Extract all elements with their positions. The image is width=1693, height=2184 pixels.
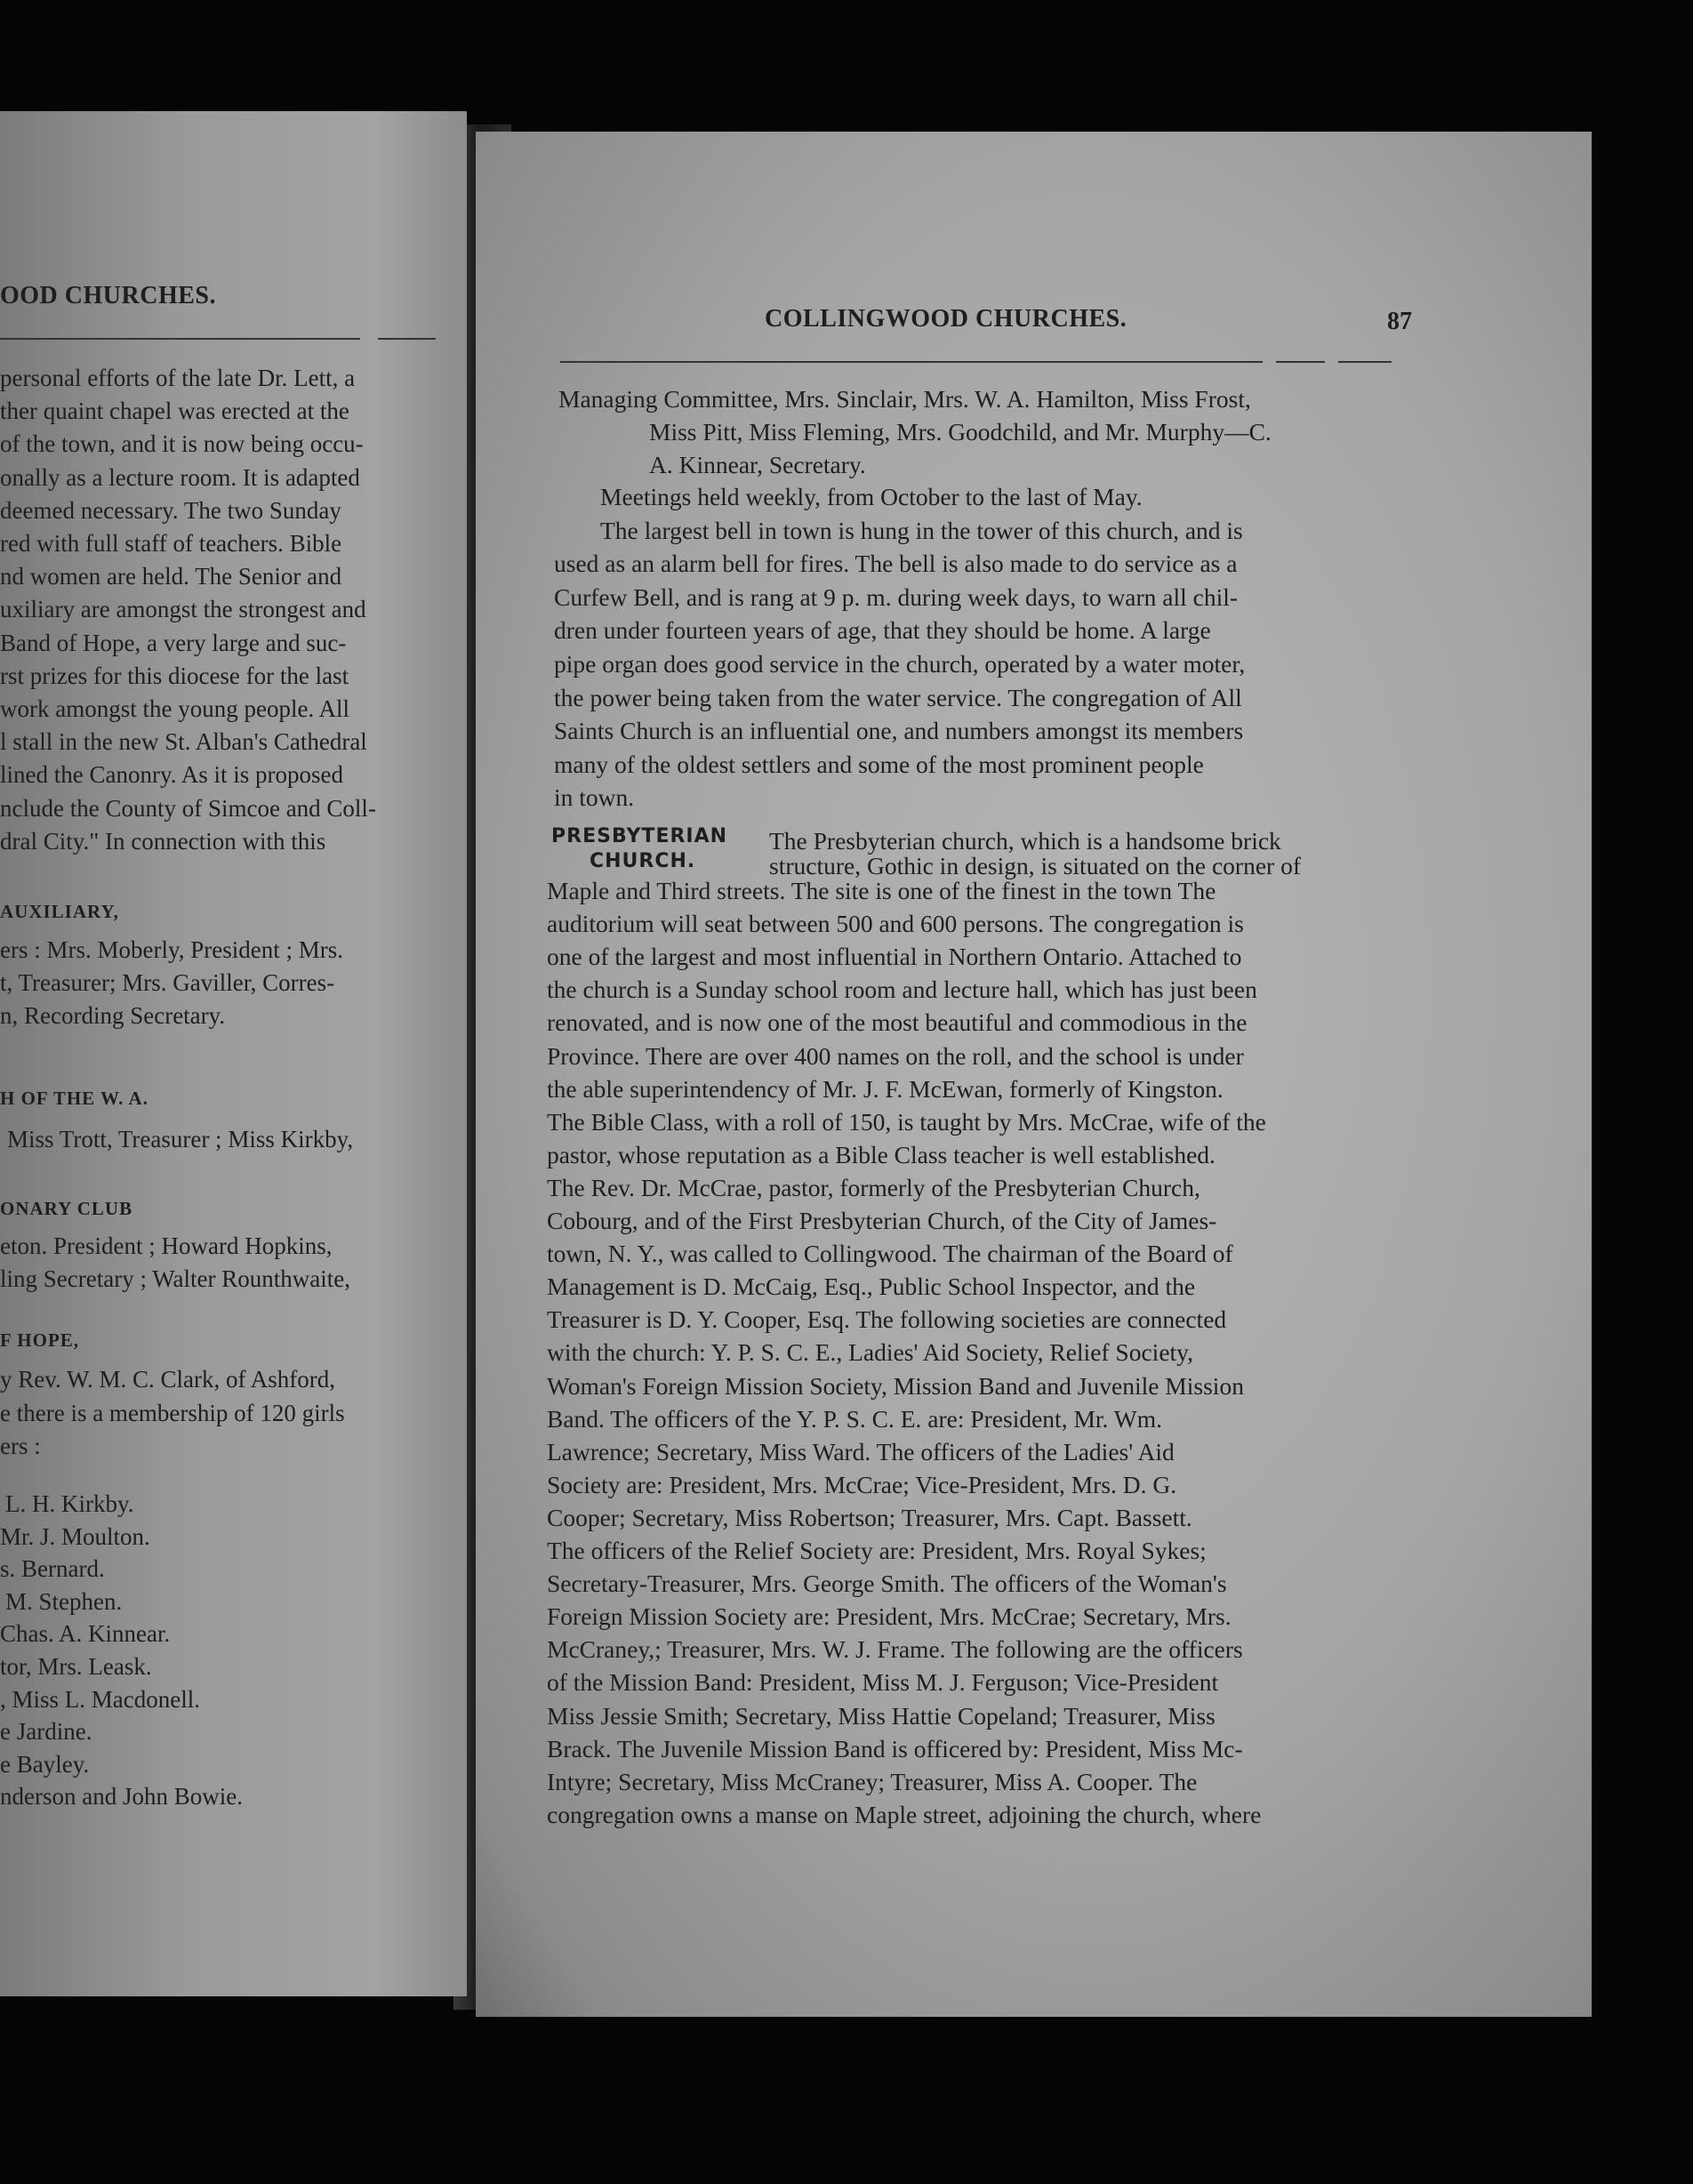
text-line: work amongst the young people. All [0,695,349,722]
right-header-rule [560,361,1263,363]
text-line: Province. There are over 400 names on the roll, and the school is under [547,1041,1244,1070]
text-line: Intyre; Secretary, Miss McCraney; Treasurer, Miss A. Cooper. The [547,1767,1198,1795]
text-line: of the Mission Band: President, Miss M. J. Ferguson; Vice-President [547,1668,1219,1697]
text-line: Chas. A. Kinnear. [0,1620,171,1648]
text-line: auditorium will seat between 500 and 600 persons. The congregation is [547,910,1244,938]
text-line: eton. President ; Howard Hopkins, [0,1233,333,1259]
text-line: L. H. Kirkby. [5,1490,134,1517]
text-line: Band. The officers of the Y. P. S. C. E. are: President, Mr. Wm. [547,1404,1163,1433]
text-line: ers : [0,1433,41,1459]
text-line: deemed necessary. The two Sunday [0,496,341,524]
text-line: renovated, and is now one of the most beautiful and commodious in the [547,1008,1248,1037]
missionary-club-heading: ONARY CLUB [0,1198,133,1219]
wa-heading: H OF THE W. A. [0,1088,148,1109]
left-header-rule-short [378,338,436,340]
text-line: n, Recording Secretary. [0,1002,226,1029]
text-line: the church is a Sunday school room and lecture hall, which has just been [547,976,1257,1004]
text-line: town, N. Y., was called to Collingwood. The chairman of the Board of [547,1240,1233,1268]
text-line: red with full staff of teachers. Bible [0,530,342,557]
text-line: A. Kinnear, Secretary. [649,451,866,478]
text-line: Miss Trott, Treasurer ; Miss Kirkby, [7,1126,354,1152]
text-line: in town. [554,783,635,812]
text-line: pastor, whose reputation as a Bible Class teacher is well established. [547,1140,1216,1168]
text-line: , Miss L. Macdonell. [0,1685,200,1713]
right-header-rule-end [1338,361,1392,363]
text-line: Management is D. McCaig, Esq., Public School Inspector, and the [547,1273,1196,1301]
band-of-hope-heading: F HOPE, [0,1329,80,1351]
text-line: used as an alarm bell for fires. The bell is also made to do service as a [554,550,1238,578]
text-line: ling Secretary ; Walter Rounthwaite, [0,1265,350,1292]
right-header-rule-mid [1276,361,1325,363]
text-line: tor, Mrs. Leask. [0,1653,152,1680]
page-number: 87 [1387,308,1412,335]
text-line: M. Stephen. [5,1587,123,1615]
text-line: uxiliary are amongst the strongest and [0,596,366,623]
text-line: congregation owns a manse on Maple street, adjoining the church, where [547,1800,1262,1828]
text-line: rst prizes for this diocese for the last [0,662,349,689]
text-line: onally as a lecture room. It is adapted [0,463,360,491]
text-line: with the church: Y. P. S. C. E., Ladies' Aid Society, Relief Society, [547,1338,1194,1367]
text-line: Maple and Third streets. The site is one of the finest in the town The [547,877,1216,904]
text-line: e Bayley. [0,1750,90,1778]
text-line: Cooper; Secretary, Miss Robertson; Treasurer, Mrs. Capt. Bassett. [547,1503,1192,1531]
text-line: The officers of the Relief Society are: President, Mrs. Royal Sykes; [547,1537,1207,1564]
text-line: Saints Church is an influential one, and numbers amongst its members [554,717,1244,745]
text-line: Meetings held weekly, from October to the last of May. [600,483,1143,510]
left-header-rule [0,338,360,340]
text-line: Managing Committee, Mrs. Sinclair, Mrs. W. A. Hamilton, Miss Frost, [558,385,1251,413]
text-line: e Jardine. [0,1718,92,1746]
text-line: s. Bernard. [0,1555,105,1583]
text-line: l stall in the new St. Alban's Cathedral [0,728,367,756]
text-line: pipe organ does good service in the church, operated by a water moter, [554,650,1246,678]
text-line: The Rev. Dr. McCrae, pastor, formerly of the Presbyterian Church, [547,1173,1200,1201]
text-line: nd women are held. The Senior and [0,563,342,590]
text-line: Band of Hope, a very large and suc- [0,629,347,656]
left-page [0,111,467,1996]
text-line: The largest bell in town is hung in the tower of this church, and is [600,516,1243,544]
presbyterian-side-heading-2: CHURCH. [590,850,696,872]
presbyterian-side-heading-1: PRESBYTERIAN [551,825,728,847]
text-line: structure, Gothic in design, is situated on the corner of [769,852,1301,879]
text-line: The Bible Class, with a roll of 150, is taught by Mrs. McCrae, wife of the [547,1107,1266,1136]
text-line: the able superintendency of Mr. J. F. McEwan, formerly of Kingston. [547,1074,1224,1103]
text-line: Curfew Bell, and is rang at 9 p. m. during week days, to warn all chil- [554,582,1239,611]
text-line: dral City." In connection with this [0,827,326,855]
right-running-header: COLLINGWOOD CHURCHES. [765,305,1127,333]
text-line: many of the oldest settlers and some of the most prominent people [554,750,1204,778]
text-line: y Rev. W. M. C. Clark, of Ashford, [0,1366,335,1393]
text-line: e there is a membership of 120 girls [0,1399,345,1426]
text-line: nclude the County of Simcoe and Coll- [0,794,376,822]
text-line: nderson and John Bowie. [0,1783,243,1811]
text-line: ther quaint chapel was erected at the [0,397,349,425]
left-running-header: OOD CHURCHES. [0,282,216,309]
text-line: Brack. The Juvenile Mission Band is officered by: President, Miss Mc- [547,1734,1243,1762]
text-line: Society are: President, Mrs. McCrae; Vice-President, Mrs. D. G. [547,1470,1177,1498]
text-line: t, Treasurer; Mrs. Gaviller, Corres- [0,969,335,996]
text-line: Cobourg, and of the First Presbyterian Church, of the City of James- [547,1207,1217,1234]
text-line: Lawrence; Secretary, Miss Ward. The officers of the Ladies' Aid [547,1437,1175,1465]
text-line: dren under fourteen years of age, that they should be home. A large [554,616,1211,645]
text-line: Secretary-Treasurer, Mrs. George Smith. The officers of the Woman's [547,1570,1227,1598]
text-line: Mr. J. Moulton. [0,1522,150,1550]
text-line: Miss Pitt, Miss Fleming, Mrs. Goodchild, and Mr. Murphy—C. [649,418,1272,446]
text-line: the power being taken from the water service. The congregation of All [554,683,1242,711]
text-line: Miss Jessie Smith; Secretary, Miss Hattie Copeland; Treasurer, Miss [547,1701,1216,1730]
right-page [476,132,1592,2017]
text-line: Foreign Mission Society are: President, Mrs. McCrae; Secretary, Mrs. [547,1602,1232,1631]
text-line: McCraney,; Treasurer, Mrs. W. J. Frame. The following are the officers [547,1635,1243,1664]
text-line: one of the largest and most influential in Northern Ontario. Attached to [547,943,1242,971]
text-line: Woman's Foreign Mission Society, Mission Band and Juvenile Mission [547,1371,1244,1400]
text-line: The Presbyterian church, which is a handsome brick [769,827,1281,855]
text-line: lined the Canonry. As it is proposed [0,761,343,789]
text-line: Treasurer is D. Y. Cooper, Esq. The following societies are connected [547,1305,1227,1334]
auxiliary-heading: AUXILIARY, [0,901,119,922]
text-line: of the town, and it is now being occu- [0,430,364,458]
text-line: ers : Mrs. Moberly, President ; Mrs. [0,936,343,963]
text-line: personal efforts of the late Dr. Lett, a [0,365,356,391]
